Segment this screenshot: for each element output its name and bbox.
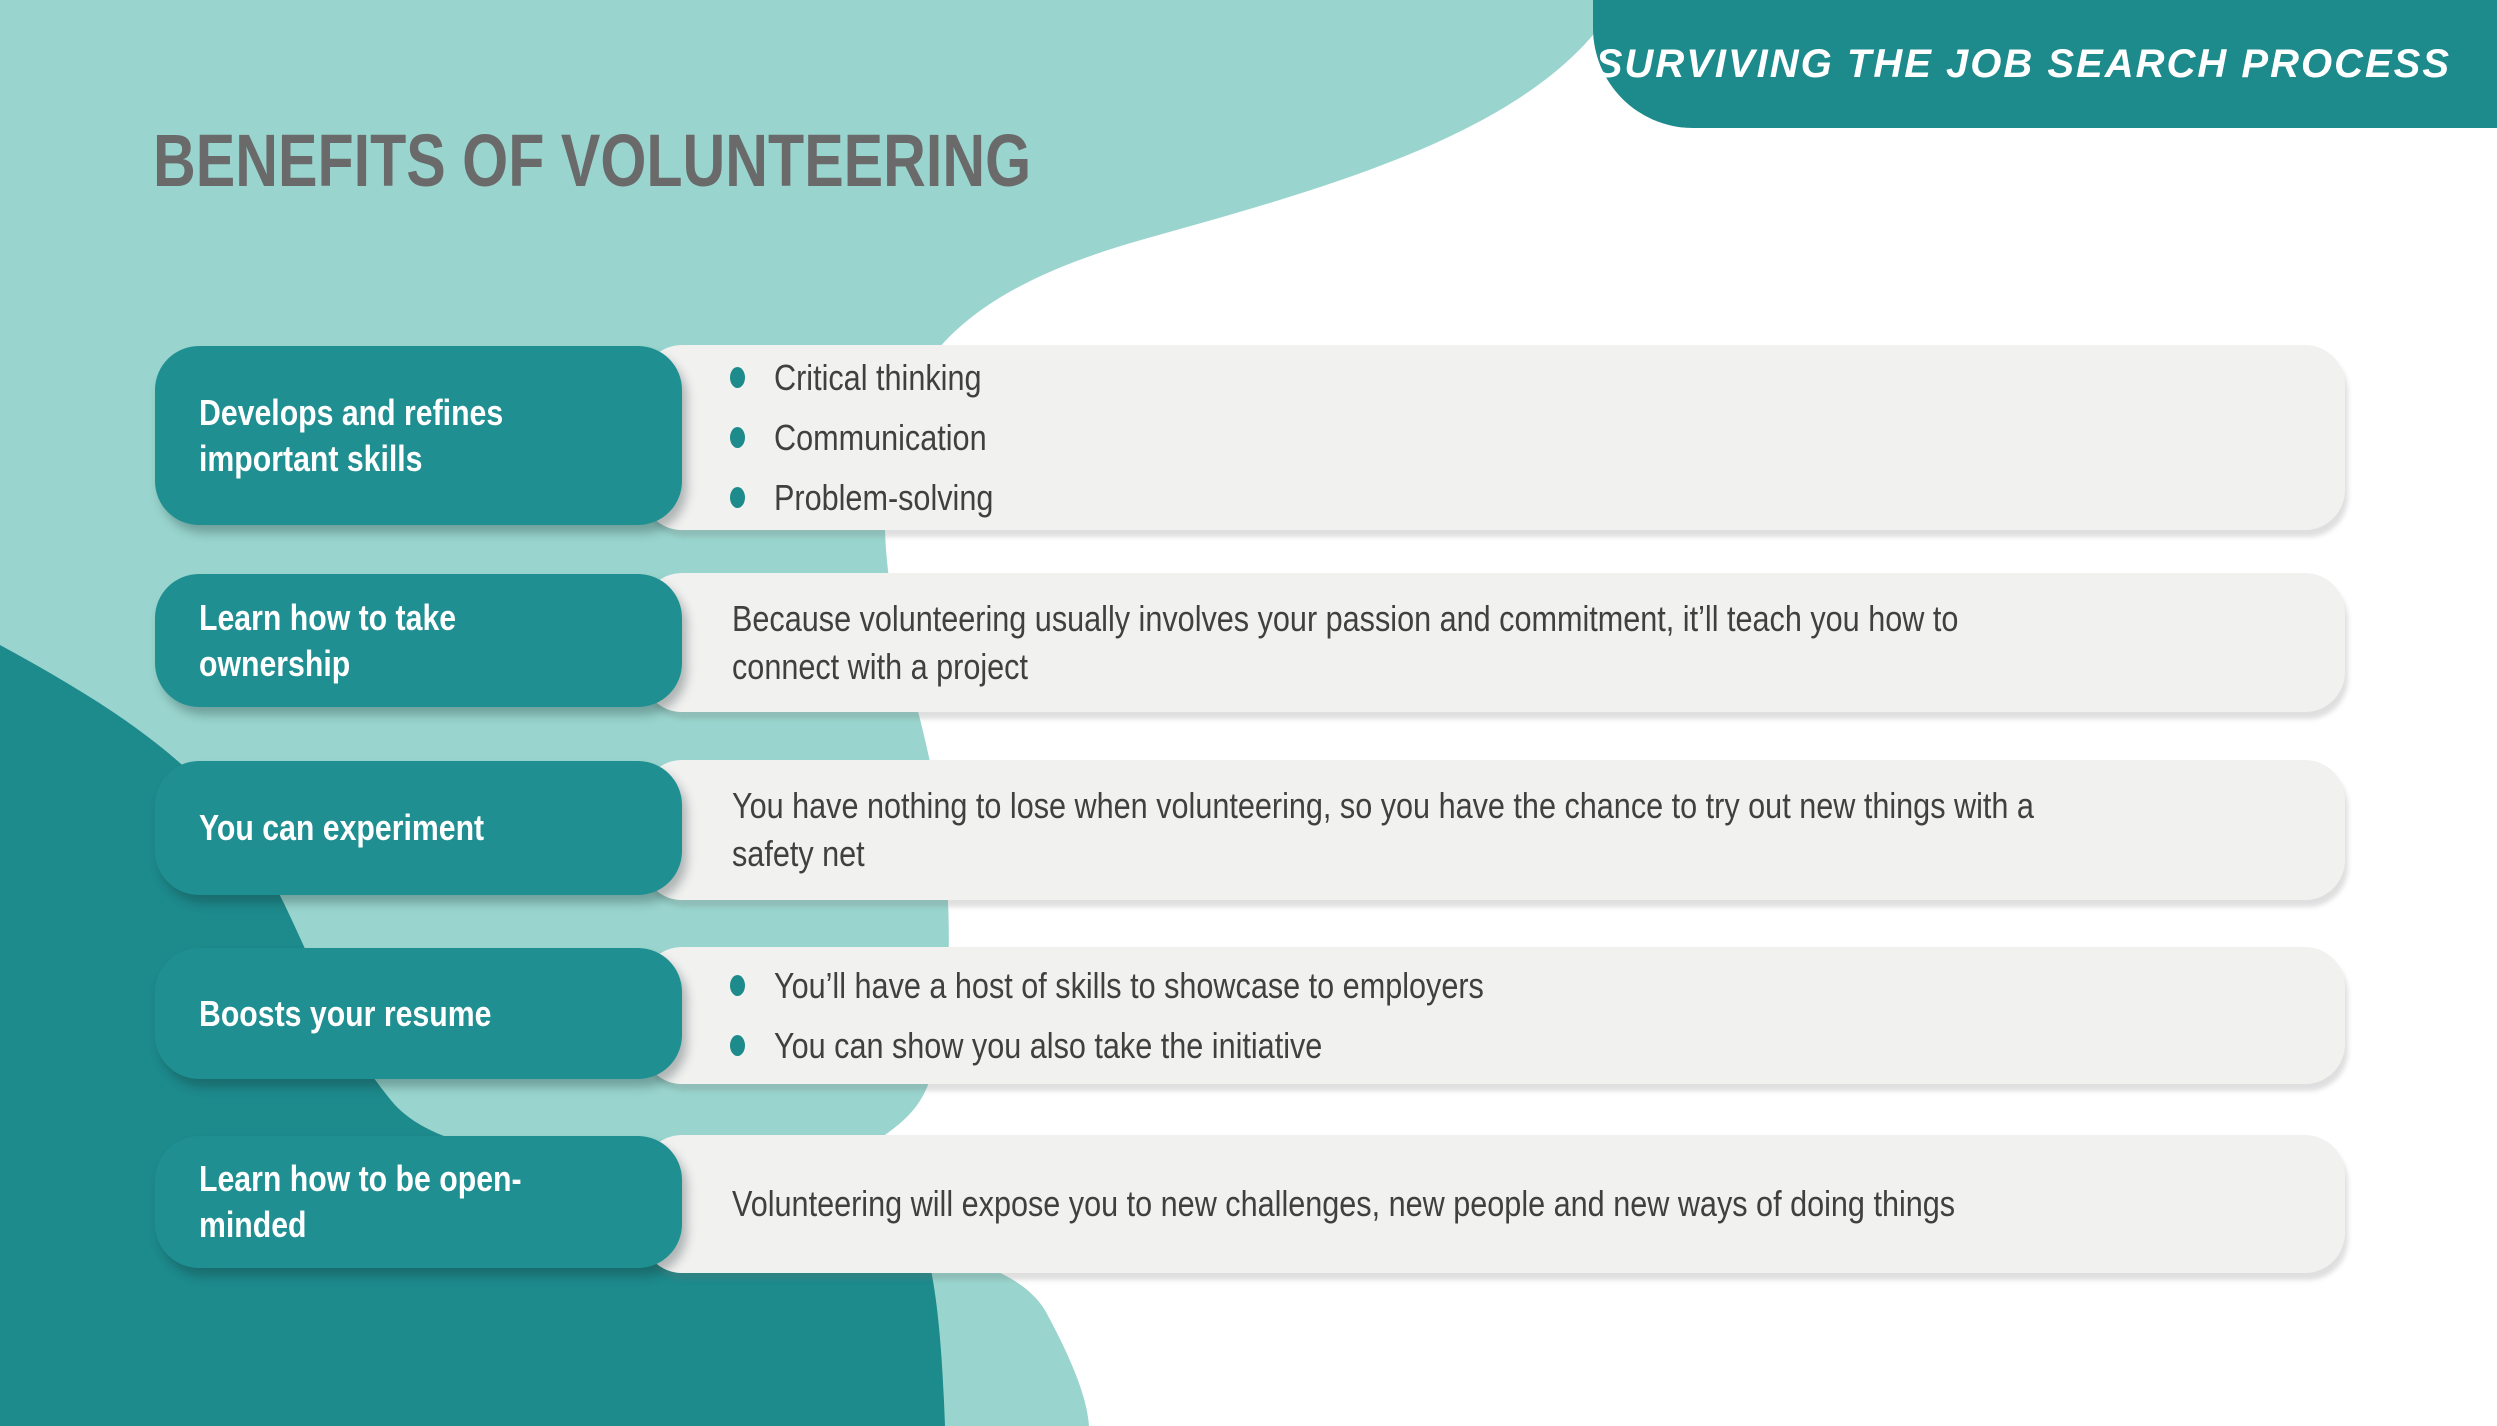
benefit-row-openminded [155,1135,2345,1273]
benefit-description [732,1180,2305,1228]
benefit-label-text: Boosts your resume [199,992,492,1034]
bullet-dot-icon [730,367,745,388]
benefit-label-ownership [155,574,682,707]
bullet-dot-icon [730,975,745,996]
benefit-description-text: You have nothing to lose when volunteering, so you have the chance to try out new things with a safety net [732,785,2034,874]
bullet-list [730,356,2305,520]
page-title: BENEFITS OF VOLUNTEERING [153,119,1032,202]
list-item [730,476,2305,520]
benefit-label-resume [155,948,682,1079]
benefit-label-text: You can experiment [199,807,485,848]
benefit-description [732,782,2305,878]
bullet-dot-icon [730,427,745,448]
benefit-description [732,595,2305,691]
list-item [730,1024,2305,1068]
bullet-text: You’ll have a host of skills to showcase to employers [774,964,1484,1006]
benefit-label-experiment [155,761,682,895]
benefit-label-text: Learn how to take ownership [199,596,457,684]
badge-text: SURVIVING THE JOB SEARCH PROCESS [1595,41,2451,86]
benefit-row-resume [155,947,2345,1084]
benefit-content-skills [642,345,2345,530]
bullet-dot-icon [730,487,745,508]
bullet-text: Communication [774,416,987,458]
list-item [730,356,2305,400]
benefit-row-ownership [155,573,2345,712]
benefit-description-text: Volunteering will expose you to new challenges, new people and new ways of doing things [732,1183,1956,1224]
bullet-dot-icon [730,1035,745,1056]
list-item [730,416,2305,460]
benefit-label-skills [155,346,682,525]
benefit-row-experiment [155,760,2345,900]
bullet-list [730,964,2305,1068]
bullet-text: Problem-solving [774,476,994,518]
benefit-content-experiment [642,760,2345,900]
bullet-text: You can show you also take the initiative [774,1024,1323,1066]
benefit-description-text: Because volunteering usually involves your passion and commitment, it’ll teach you how to connect with a project [732,597,1959,687]
list-item [730,964,2305,1008]
benefit-label-openminded [155,1136,682,1268]
corner-badge [1593,0,2497,128]
benefit-content-ownership [642,573,2345,712]
bullet-text: Critical thinking [774,356,982,398]
benefit-content-openminded [642,1135,2345,1273]
benefit-label-text: Develops and refines important skills [199,391,504,479]
benefit-content-resume [642,947,2345,1084]
benefit-row-skills [155,345,2345,530]
benefit-label-text: Learn how to be open-minded [199,1158,522,1245]
